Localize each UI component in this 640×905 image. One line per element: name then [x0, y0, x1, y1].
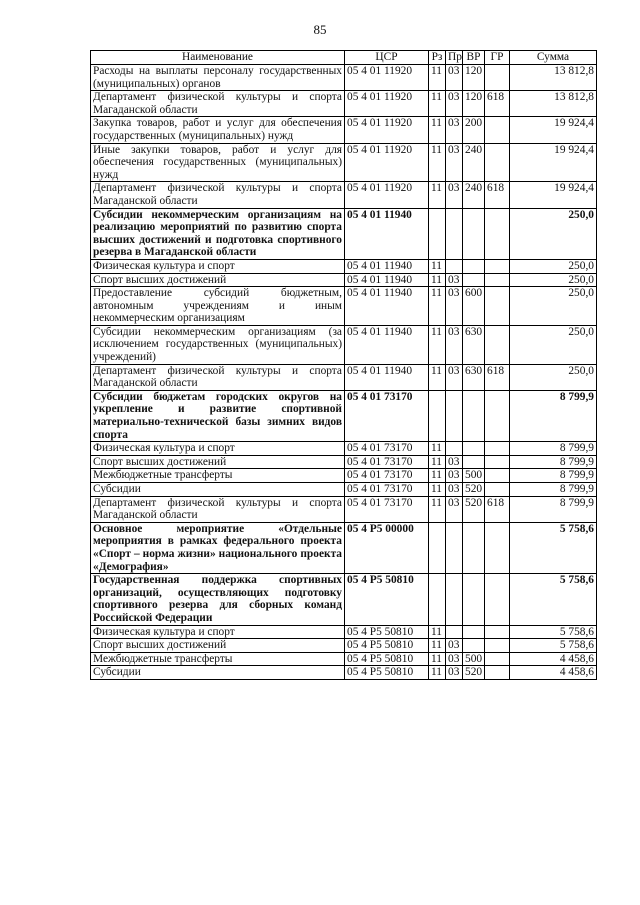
cell-gr [485, 273, 510, 287]
cell-pr [446, 259, 463, 273]
cell-rz: 11 [429, 483, 446, 497]
cell-gr [485, 469, 510, 483]
cell-name: Основное мероприятие «Отдельные мероприятия в рамках федерального проекта «Спорт – норма жизни» национального проекта «Демография» [91, 522, 345, 573]
cell-sum: 13 812,8 [510, 91, 597, 117]
cell-gr [485, 143, 510, 182]
cell-gr [485, 652, 510, 666]
table-body [91, 65, 597, 680]
cell-sum: 250,0 [510, 273, 597, 287]
cell-csr: 05 4 01 11920 [345, 91, 429, 117]
cell-name: Иные закупки товаров, работ и услуг для обеспечения государственных (муниципальных) нужд [91, 143, 345, 182]
cell-vr [463, 639, 485, 653]
cell-name: Субсидии [91, 666, 345, 680]
cell-pr [446, 390, 463, 441]
cell-name: Департамент физической культуры и спорта Магаданской области [91, 91, 345, 117]
cell-pr: 03 [446, 143, 463, 182]
table-row [91, 91, 597, 117]
cell-pr: 03 [446, 273, 463, 287]
cell-pr: 03 [446, 652, 463, 666]
cell-vr [463, 574, 485, 625]
cell-csr: 05 4 01 11920 [345, 182, 429, 208]
cell-sum: 8 799,9 [510, 496, 597, 522]
header-vr: ВР [463, 51, 485, 65]
cell-vr [463, 625, 485, 639]
cell-csr: 05 4 01 73170 [345, 496, 429, 522]
cell-pr: 03 [446, 287, 463, 326]
cell-name: Департамент физической культуры и спорта Магаданской области [91, 364, 345, 390]
cell-vr [463, 273, 485, 287]
cell-sum: 250,0 [510, 364, 597, 390]
cell-sum: 5 758,6 [510, 522, 597, 573]
cell-vr [463, 455, 485, 469]
cell-csr: 05 4 01 11940 [345, 364, 429, 390]
page-number: 85 [313, 22, 327, 37]
cell-csr: 05 4 01 11940 [345, 259, 429, 273]
cell-csr: 05 4 01 11940 [345, 325, 429, 364]
cell-sum: 19 924,4 [510, 182, 597, 208]
cell-csr: 05 4 01 11920 [345, 65, 429, 91]
cell-gr: 618 [485, 91, 510, 117]
cell-vr: 500 [463, 469, 485, 483]
header-csr: ЦСР [345, 51, 429, 65]
cell-vr: 500 [463, 652, 485, 666]
cell-csr: 05 4 01 11940 [345, 208, 429, 259]
table-row [91, 390, 597, 441]
header-sum: Сумма [510, 51, 597, 65]
cell-csr: 05 4 01 73170 [345, 455, 429, 469]
cell-name: Расходы на выплаты персоналу государственных (муниципальных) органов [91, 65, 345, 91]
cell-sum: 8 799,9 [510, 455, 597, 469]
header-rz: Рз [429, 51, 446, 65]
cell-sum: 250,0 [510, 325, 597, 364]
cell-name: Физическая культура и спорт [91, 442, 345, 456]
cell-csr: 05 4 01 73170 [345, 483, 429, 497]
cell-rz: 11 [429, 273, 446, 287]
cell-rz: 11 [429, 143, 446, 182]
cell-name: Спорт высших достижений [91, 273, 345, 287]
cell-csr: 05 4 01 73170 [345, 390, 429, 441]
cell-gr [485, 208, 510, 259]
cell-vr: 630 [463, 364, 485, 390]
cell-pr: 03 [446, 639, 463, 653]
cell-rz: 11 [429, 639, 446, 653]
cell-name: Физическая культура и спорт [91, 625, 345, 639]
cell-vr: 520 [463, 496, 485, 522]
cell-rz: 11 [429, 325, 446, 364]
cell-rz: 11 [429, 287, 446, 326]
cell-pr [446, 208, 463, 259]
table-row [91, 483, 597, 497]
table-row [91, 273, 597, 287]
table-row [91, 259, 597, 273]
header-pr: Пр [446, 51, 463, 65]
cell-csr: 05 4 01 11940 [345, 273, 429, 287]
cell-rz: 11 [429, 666, 446, 680]
budget-table [90, 50, 597, 680]
cell-pr: 03 [446, 364, 463, 390]
cell-name: Межбюджетные трансферты [91, 469, 345, 483]
cell-pr: 03 [446, 117, 463, 143]
cell-pr: 03 [446, 496, 463, 522]
cell-gr [485, 639, 510, 653]
cell-pr: 03 [446, 65, 463, 91]
cell-rz: 11 [429, 442, 446, 456]
cell-vr [463, 390, 485, 441]
cell-sum: 4 458,6 [510, 652, 597, 666]
cell-name: Предоставление субсидий бюджетным, автономным учреждениям и иным некоммерческим организациям [91, 287, 345, 326]
cell-sum: 19 924,4 [510, 117, 597, 143]
cell-sum: 13 812,8 [510, 65, 597, 91]
cell-name: Физическая культура и спорт [91, 259, 345, 273]
cell-pr [446, 442, 463, 456]
table-row [91, 208, 597, 259]
table-row [91, 496, 597, 522]
cell-sum: 5 758,6 [510, 639, 597, 653]
cell-rz: 11 [429, 65, 446, 91]
cell-name: Субсидии некоммерческим организациям на реализацию мероприятий по развитию спорта высших достижений и подготовка спортивного резерва в Магаданской области [91, 208, 345, 259]
cell-rz: 11 [429, 259, 446, 273]
cell-name: Субсидии [91, 483, 345, 497]
cell-gr [485, 455, 510, 469]
cell-csr: 05 4 01 73170 [345, 442, 429, 456]
cell-gr [485, 522, 510, 573]
cell-vr [463, 442, 485, 456]
cell-gr [485, 666, 510, 680]
table-row [91, 442, 597, 456]
table-row [91, 182, 597, 208]
cell-vr: 200 [463, 117, 485, 143]
cell-rz: 11 [429, 496, 446, 522]
cell-rz: 11 [429, 625, 446, 639]
cell-rz [429, 208, 446, 259]
cell-vr: 630 [463, 325, 485, 364]
table-row [91, 652, 597, 666]
cell-pr: 03 [446, 666, 463, 680]
cell-rz [429, 390, 446, 441]
cell-name: Спорт высших достижений [91, 639, 345, 653]
table-row [91, 287, 597, 326]
cell-csr: 05 4 P5 50810 [345, 652, 429, 666]
cell-gr [485, 390, 510, 441]
cell-vr: 600 [463, 287, 485, 326]
cell-name: Межбюджетные трансферты [91, 652, 345, 666]
cell-rz: 11 [429, 91, 446, 117]
cell-csr: 05 4 P5 50810 [345, 574, 429, 625]
cell-sum: 8 799,9 [510, 390, 597, 441]
table-row [91, 143, 597, 182]
table-row [91, 522, 597, 573]
cell-gr [485, 287, 510, 326]
cell-rz: 11 [429, 652, 446, 666]
cell-sum: 8 799,9 [510, 442, 597, 456]
cell-pr: 03 [446, 483, 463, 497]
cell-csr: 05 4 01 11940 [345, 287, 429, 326]
cell-rz: 11 [429, 364, 446, 390]
cell-gr [485, 65, 510, 91]
cell-pr [446, 574, 463, 625]
cell-gr [485, 325, 510, 364]
cell-pr: 03 [446, 469, 463, 483]
cell-gr: 618 [485, 182, 510, 208]
table-header-row [91, 51, 597, 65]
header-name: Наименование [91, 51, 345, 65]
cell-vr: 240 [463, 182, 485, 208]
cell-csr: 05 4 01 11920 [345, 117, 429, 143]
cell-gr [485, 442, 510, 456]
cell-gr: 618 [485, 364, 510, 390]
cell-rz [429, 522, 446, 573]
cell-sum: 250,0 [510, 287, 597, 326]
cell-gr [485, 574, 510, 625]
cell-rz: 11 [429, 469, 446, 483]
cell-gr [485, 625, 510, 639]
cell-vr: 120 [463, 65, 485, 91]
table-row [91, 574, 597, 625]
cell-csr: 05 4 01 73170 [345, 469, 429, 483]
cell-vr: 520 [463, 666, 485, 680]
cell-pr: 03 [446, 455, 463, 469]
cell-sum: 8 799,9 [510, 483, 597, 497]
table-row [91, 364, 597, 390]
cell-rz: 11 [429, 455, 446, 469]
table-row [91, 455, 597, 469]
cell-name: Субсидии некоммерческим организациям (за исключением государственных (муниципальных) учреждений) [91, 325, 345, 364]
table-row [91, 666, 597, 680]
cell-vr [463, 259, 485, 273]
table-row [91, 469, 597, 483]
cell-sum: 250,0 [510, 208, 597, 259]
cell-pr [446, 522, 463, 573]
cell-vr: 120 [463, 91, 485, 117]
table-row [91, 325, 597, 364]
cell-name: Спорт высших достижений [91, 455, 345, 469]
cell-rz: 11 [429, 117, 446, 143]
cell-csr: 05 4 P5 50810 [345, 639, 429, 653]
cell-gr [485, 483, 510, 497]
cell-csr: 05 4 P5 50810 [345, 666, 429, 680]
cell-sum: 250,0 [510, 259, 597, 273]
cell-rz: 11 [429, 182, 446, 208]
cell-csr: 05 4 P5 00000 [345, 522, 429, 573]
cell-gr [485, 117, 510, 143]
cell-pr: 03 [446, 91, 463, 117]
cell-name: Закупка товаров, работ и услуг для обеспечения государственных (муниципальных) нужд [91, 117, 345, 143]
cell-csr: 05 4 01 11920 [345, 143, 429, 182]
cell-gr: 618 [485, 496, 510, 522]
cell-name: Субсидии бюджетам городских округов на укрепление и развитие спортивной материально-технической базы зимних видов спорта [91, 390, 345, 441]
cell-name: Департамент физической культуры и спорта Магаданской области [91, 496, 345, 522]
cell-sum: 5 758,6 [510, 574, 597, 625]
cell-vr: 520 [463, 483, 485, 497]
cell-sum: 4 458,6 [510, 666, 597, 680]
cell-rz [429, 574, 446, 625]
cell-pr: 03 [446, 325, 463, 364]
cell-pr [446, 625, 463, 639]
cell-gr [485, 259, 510, 273]
cell-sum: 5 758,6 [510, 625, 597, 639]
cell-pr: 03 [446, 182, 463, 208]
cell-vr [463, 208, 485, 259]
cell-vr [463, 522, 485, 573]
cell-sum: 19 924,4 [510, 143, 597, 182]
table-row [91, 639, 597, 653]
header-gr: ГР [485, 51, 510, 65]
cell-name: Государственная поддержка спортивных организаций, осуществляющих подготовку спортивного резерва для сборных команд Российской Федерации [91, 574, 345, 625]
table-row [91, 625, 597, 639]
cell-csr: 05 4 P5 50810 [345, 625, 429, 639]
cell-name: Департамент физической культуры и спорта Магаданской области [91, 182, 345, 208]
table-row [91, 117, 597, 143]
table-row [91, 65, 597, 91]
cell-vr: 240 [463, 143, 485, 182]
cell-sum: 8 799,9 [510, 469, 597, 483]
